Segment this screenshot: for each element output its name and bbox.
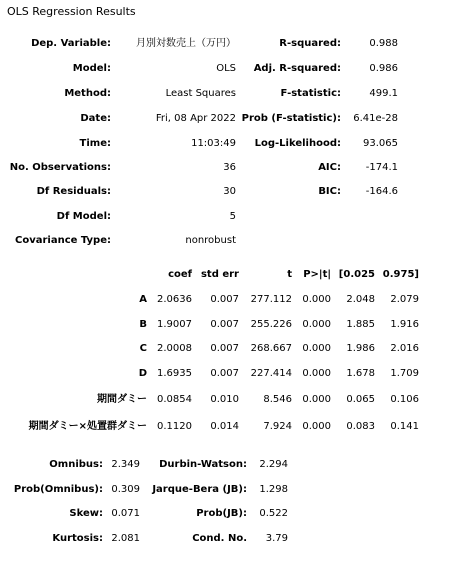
summary-right-label: F-statistic: [280,88,341,99]
coef-row-std_err: 0.007 [210,343,239,354]
coef-row-t: 268.667 [250,343,292,354]
coef-row-coef: 1.6935 [157,368,192,379]
diag-left-value: 2.349 [111,459,140,470]
coef-row-coef: 0.0854 [157,394,192,405]
diag-left-label: Prob(Omnibus): [13,484,103,495]
summary-right-label: Adj. R-squared: [253,63,341,74]
diag-left-value: 0.309 [111,484,140,495]
page-title: OLS Regression Results [7,5,136,18]
coef-row-t: 255.226 [250,319,292,330]
summary-left-label: Model: [72,63,111,74]
coef-header-0: coef [168,269,192,280]
diag-right-value: 3.79 [265,533,288,544]
coef-row-name: D [138,368,147,379]
diag-right-value: 0.522 [259,508,288,519]
coef-row-hi: 0.141 [390,421,419,432]
diag-right-label: Durbin-Watson: [159,459,247,470]
summary-left-value: 月別対数売上（万円） [136,38,236,49]
summary-left-value: 30 [223,186,236,197]
coef-row-t: 7.924 [263,421,292,432]
coef-row-hi: 2.079 [390,294,419,305]
coef-row-name: 期間ダミー [97,394,147,405]
diag-left-label: Kurtosis: [52,533,103,544]
diag-left-value: 2.081 [111,533,140,544]
coef-header-5: 0.975] [382,269,419,280]
coef-row-std_err: 0.007 [210,319,239,330]
diag-right-value: 1.298 [259,484,288,495]
coef-header-4: [0.025 [338,269,375,280]
coef-row-p: 0.000 [302,368,331,379]
summary-right-value: 0.988 [369,38,398,49]
coef-row-std_err: 0.007 [210,294,239,305]
diag-right-label: Prob(JB): [196,508,247,519]
coef-row-std_err: 0.007 [210,368,239,379]
diag-right-label: Jarque-Bera (JB): [152,484,247,495]
summary-left-value: nonrobust [185,235,236,246]
summary-left-value: 5 [229,211,236,222]
coef-row-hi: 2.016 [390,343,419,354]
summary-left-label: Df Model: [56,211,111,222]
coef-row-p: 0.000 [302,394,331,405]
coef-row-t: 8.546 [263,394,292,405]
coef-row-p: 0.000 [302,294,331,305]
summary-right-value: -174.1 [365,162,398,173]
diag-left-value: 0.071 [111,508,140,519]
coef-row-name: 期間ダミー×処置群ダミー [28,421,147,432]
diag-right-label: Cond. No. [192,533,247,544]
coef-row-p: 0.000 [302,343,331,354]
coef-row-lo: 0.065 [346,394,375,405]
coef-row-p: 0.000 [302,319,331,330]
coef-header-2: t [287,269,292,280]
coef-row-p: 0.000 [302,421,331,432]
summary-left-label: Date: [80,113,111,124]
diag-left-label: Skew: [69,508,103,519]
diag-left-label: Omnibus: [49,459,103,470]
coef-row-t: 277.112 [250,294,292,305]
coef-header-1: std err [200,269,239,280]
coef-row-lo: 1.885 [346,319,375,330]
coef-row-lo: 1.986 [346,343,375,354]
summary-right-label: Prob (F-statistic): [241,113,341,124]
summary-right-label: BIC: [318,186,341,197]
summary-right-label: R-squared: [279,38,341,49]
diag-right-value: 2.294 [259,459,288,470]
summary-left-label: Covariance Type: [15,235,111,246]
summary-left-value: Least Squares [165,88,236,99]
coef-row-hi: 1.709 [390,368,419,379]
coef-row-lo: 0.083 [346,421,375,432]
coef-header-3: P>|t| [303,269,331,280]
summary-right-value: 499.1 [369,88,398,99]
summary-right-value: 0.986 [369,63,398,74]
coef-row-hi: 0.106 [390,394,419,405]
summary-left-label: Dep. Variable: [31,38,111,49]
summary-left-value: 36 [223,162,236,173]
coef-row-lo: 2.048 [346,294,375,305]
coef-row-name: A [139,294,147,305]
coef-row-coef: 1.9007 [157,319,192,330]
summary-left-label: Method: [64,88,111,99]
coef-row-std_err: 0.014 [210,421,239,432]
coef-row-coef: 2.0008 [157,343,192,354]
summary-right-value: 93.065 [363,138,398,149]
summary-right-value: 6.41e-28 [353,113,398,124]
summary-left-value: Fri, 08 Apr 2022 [155,113,236,124]
coef-row-t: 227.414 [250,368,292,379]
summary-left-label: Df Residuals: [36,186,111,197]
summary-right-label: AIC: [318,162,341,173]
summary-left-value: OLS [216,63,236,74]
coef-row-name: B [139,319,147,330]
summary-right-value: -164.6 [365,186,398,197]
coef-row-std_err: 0.010 [210,394,239,405]
coef-row-hi: 1.916 [390,319,419,330]
coef-row-coef: 0.1120 [157,421,192,432]
summary-right-label: Log-Likelihood: [254,138,341,149]
summary-left-label: Time: [79,138,111,149]
coef-row-lo: 1.678 [346,368,375,379]
coef-row-name: C [139,343,147,354]
coef-row-coef: 2.0636 [157,294,192,305]
summary-left-value: 11:03:49 [191,138,236,149]
summary-left-label: No. Observations: [9,162,111,173]
